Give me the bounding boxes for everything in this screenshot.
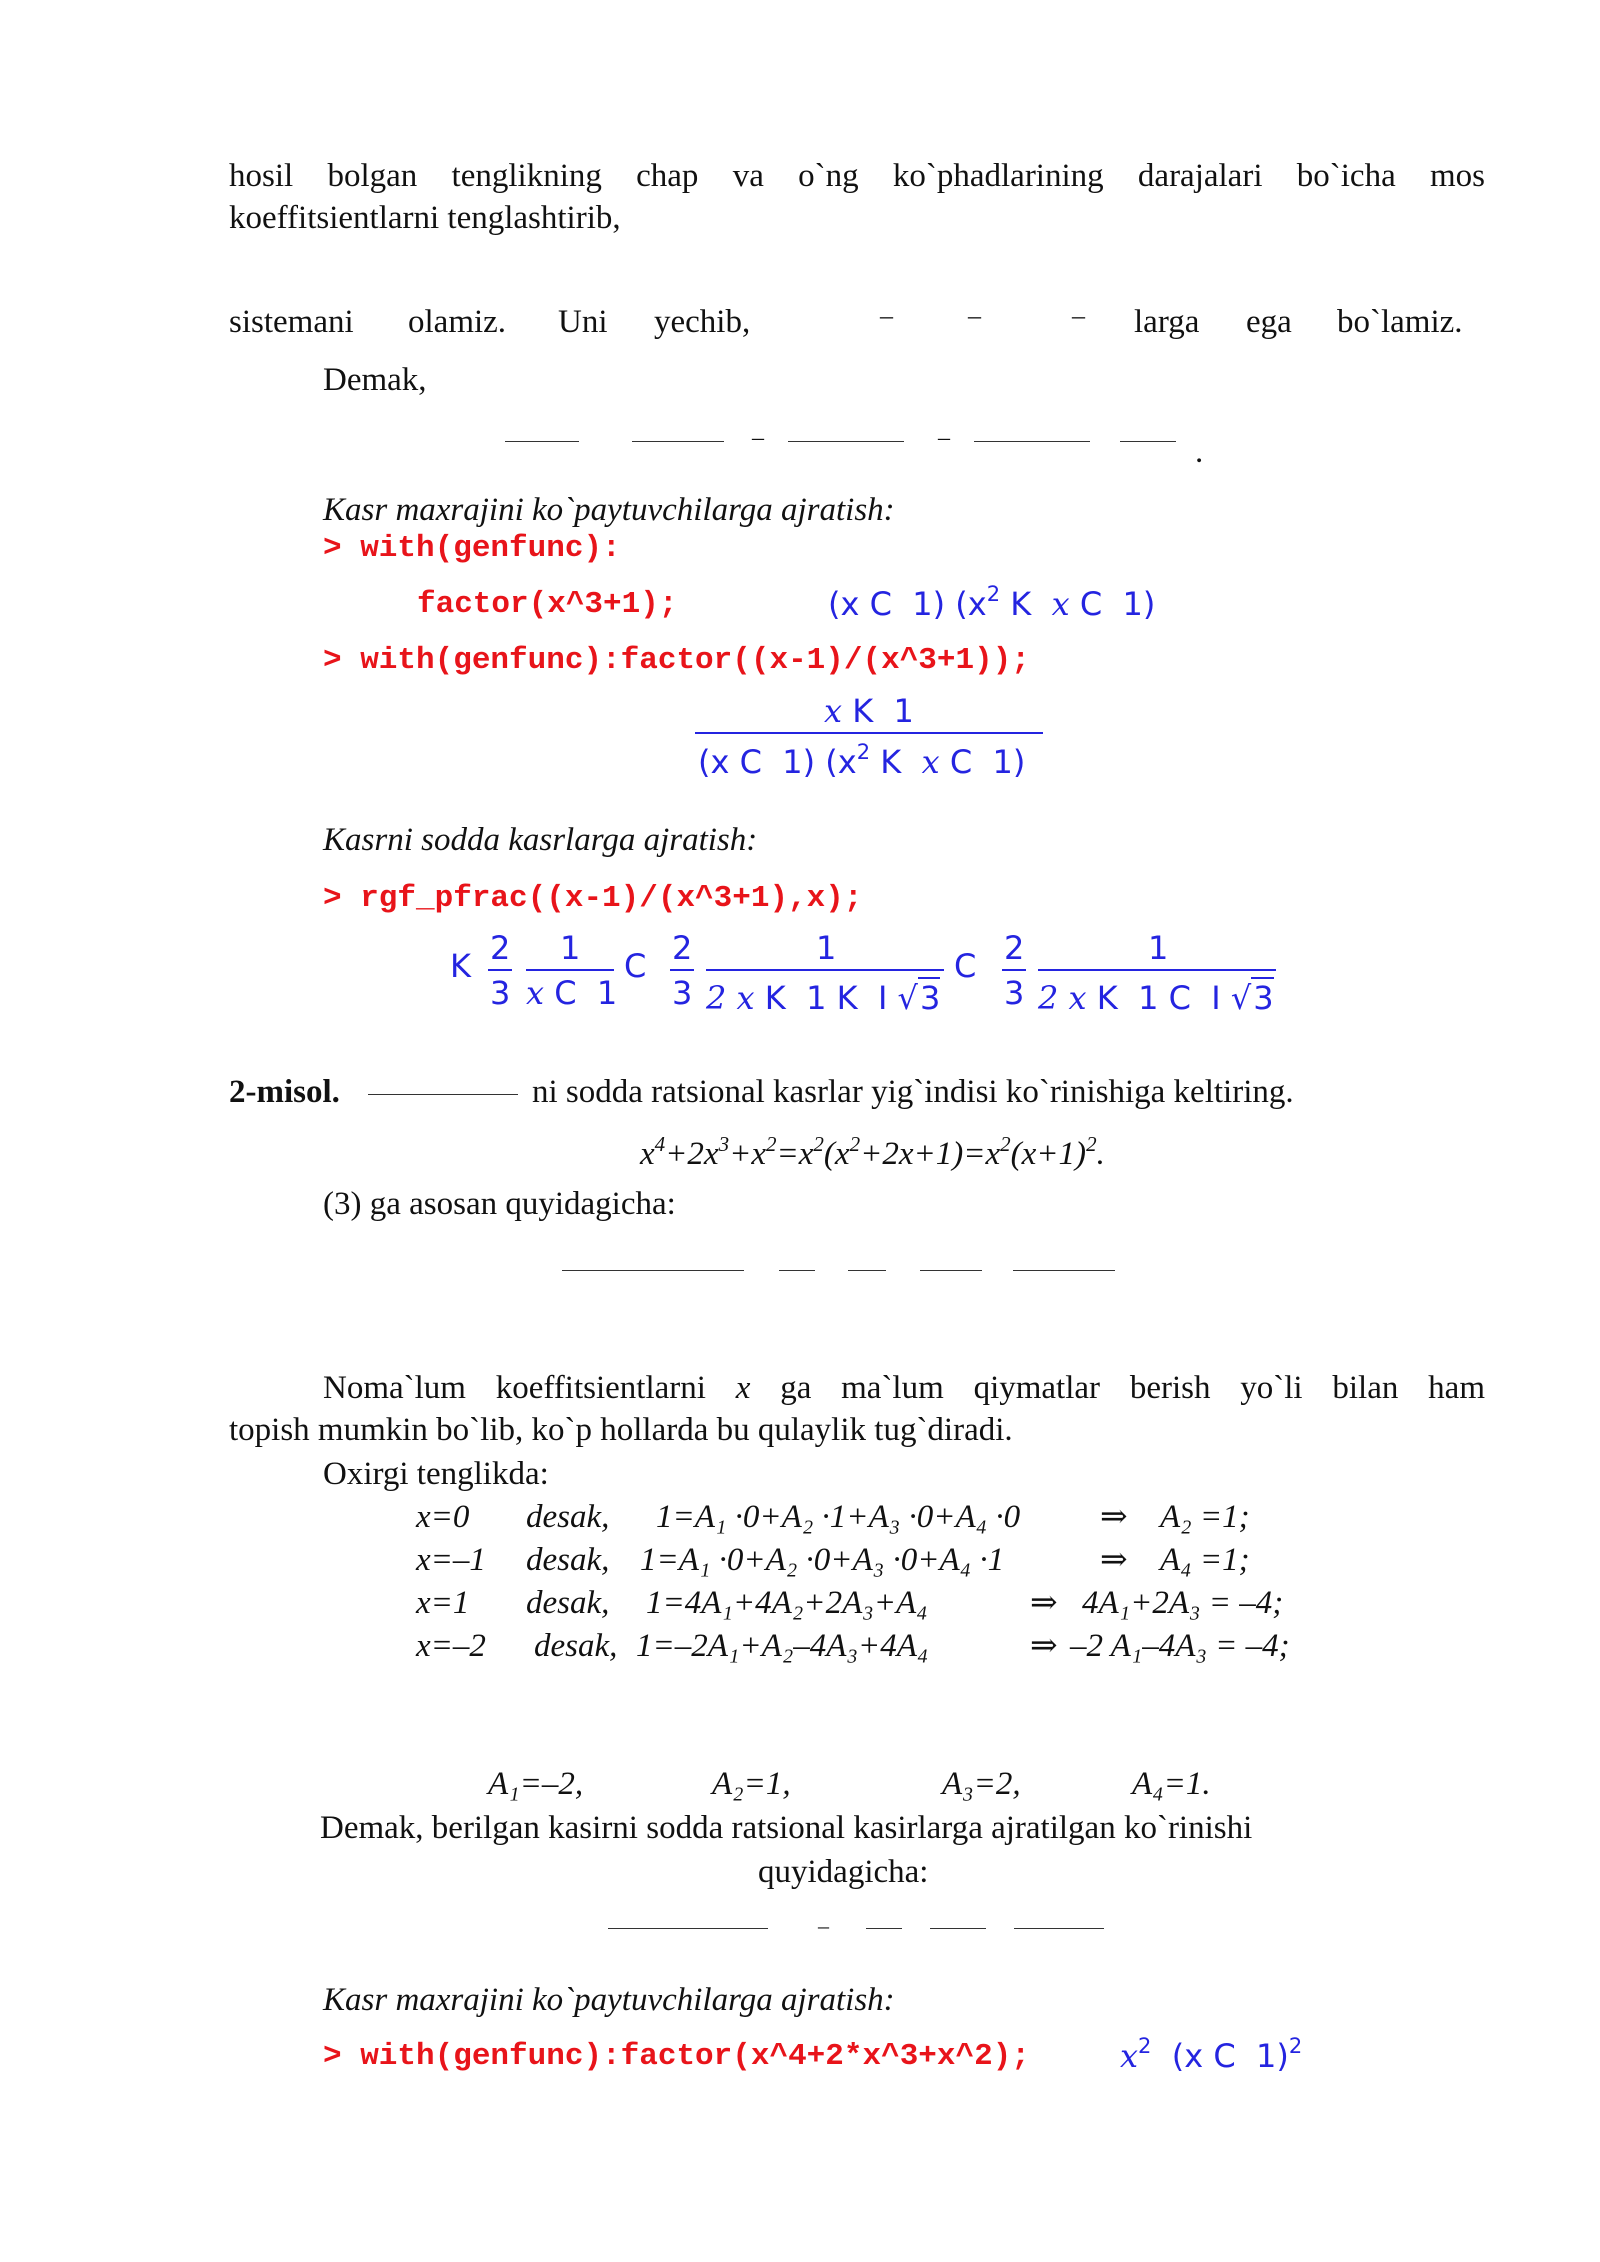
- row-desak: desak,: [526, 1499, 610, 1535]
- paragraph-word: yechib,: [654, 304, 751, 340]
- implies-icon: ⇒: [1030, 1585, 1058, 1621]
- fraction-numerator: 1: [1148, 929, 1169, 967]
- solution-a4: A₄=1.: [1132, 1766, 1211, 1802]
- fraction-bar: [779, 1270, 815, 1271]
- paragraph-text: hosil bolgan tenglikning chap va o`ng ko`phadlarining darajalari bo`icha mos: [229, 158, 1485, 194]
- example-label: 2-misol.: [229, 1074, 340, 1110]
- paragraph-line: Noma`lum koeffitsientlarni x ga ma`lum qiymatlar berish yo`li bilan ham: [323, 1370, 1485, 1406]
- row-x-value: x=1: [416, 1585, 470, 1621]
- fraction-bar: [848, 1270, 886, 1271]
- coef-denominator: 3: [490, 974, 511, 1012]
- fraction-bar: [1014, 1928, 1104, 1929]
- output-sign: C: [954, 947, 977, 985]
- row-equation: 1=–2A₁+A₂–4A₃+4A₄: [636, 1628, 929, 1664]
- output-sign: C: [624, 947, 647, 985]
- section-heading: Kasr maxrajini ko`paytuvchilarga ajratish:: [323, 492, 895, 528]
- paragraph-line: topish mumkin bo`lib, ko`p hollarda bu qulaylik tug`diradi.: [229, 1412, 1013, 1448]
- row-desak: desak,: [534, 1628, 618, 1664]
- fraction-bar: [1013, 1270, 1115, 1271]
- fraction-bar: [920, 1270, 982, 1271]
- fraction-bar: [866, 1928, 902, 1929]
- row-desak: desak,: [526, 1542, 610, 1578]
- coef-numerator: 2: [490, 929, 511, 967]
- fraction-denominator: 2 x K 1 C I √3: [1038, 979, 1274, 1017]
- fraction-bar: [788, 441, 904, 442]
- fraction-bar: [974, 441, 1090, 442]
- fraction-bar: [505, 441, 579, 442]
- paragraph-word: olamiz.: [408, 304, 507, 340]
- implies-icon: ⇒: [1030, 1628, 1058, 1664]
- paragraph-word: sistemani: [229, 304, 354, 340]
- maple-command: > with(genfunc):factor(x^4+2*x^3+x^2);: [323, 2039, 1030, 2074]
- fraction-bar: [1002, 969, 1026, 971]
- fraction-bar: [695, 732, 1043, 734]
- output-sign: K: [450, 947, 471, 985]
- fraction-bar: [368, 1094, 518, 1095]
- row-equation: 1=4A₁+4A₂+2A₃+A₄: [646, 1585, 928, 1621]
- coef-numerator: 2: [1004, 929, 1025, 967]
- minus-sign: –: [818, 1913, 829, 1938]
- fraction-bar: [526, 969, 614, 971]
- implies-icon: ⇒: [1100, 1499, 1128, 1535]
- maple-command: > with(genfunc):factor((x-1)/(x^3+1));: [323, 643, 1030, 678]
- paragraph-line: [229, 156, 1485, 196]
- factorization-equation: $x^4+2x^3+x^2=x^2(x^2+2x+1)=x^2(x+1)^2$.: [640, 1132, 1105, 1172]
- coef-numerator: 2: [672, 929, 693, 967]
- minus-sign: –: [938, 425, 950, 451]
- row-result: –2 A₁–4A₃ = –4;: [1070, 1628, 1290, 1664]
- maple-command: factor(x^3+1);: [417, 587, 678, 622]
- paragraph-line: quyidagicha:: [758, 1854, 929, 1890]
- minus-sign: –: [1072, 301, 1085, 330]
- solution-a3: A₃=2,: [942, 1766, 1021, 1802]
- solution-a1: A₁=–2,: [488, 1766, 584, 1802]
- maple-command: > rgf_pfrac((x-1)/(x^3+1),x);: [323, 881, 863, 916]
- fraction-denominator: x C 1: [526, 974, 618, 1012]
- maple-command: > with(genfunc):: [323, 531, 621, 566]
- section-heading: Kasr maxrajini ko`paytuvchilarga ajratish:: [323, 1982, 895, 2018]
- fraction-numerator: 1: [560, 929, 581, 967]
- fraction-bar: [562, 1270, 744, 1271]
- paragraph-word: Demak,: [323, 362, 427, 398]
- row-result: 4A₁+2A₃ = –4;: [1082, 1585, 1284, 1621]
- row-x-value: x=–1: [416, 1542, 486, 1578]
- paragraph-line: Oxirgi tenglikda:: [323, 1456, 549, 1492]
- fraction-bar: [1038, 969, 1276, 971]
- row-result: A₂ =1;: [1160, 1499, 1250, 1535]
- minus-sign: –: [968, 301, 981, 330]
- minus-sign: –: [880, 301, 893, 330]
- fraction-bar: [1120, 441, 1176, 442]
- paragraph-word: bo`lamiz.: [1337, 304, 1463, 340]
- row-desak: desak,: [526, 1585, 610, 1621]
- maple-output: (x C 1) ($x^2$ K x C 1): [828, 582, 1156, 623]
- paragraph-word: larga: [1134, 304, 1200, 340]
- row-x-value: x=0: [416, 1499, 470, 1535]
- paragraph-word: Uni: [558, 304, 608, 340]
- fraction-denominator: 2 x K 1 K I √3: [706, 979, 941, 1017]
- fraction-bar: [488, 969, 512, 971]
- fraction-denominator: (x C 1) ($x^2$ K x C 1): [698, 740, 1026, 781]
- minus-sign: –: [752, 425, 764, 451]
- fraction-numerator: x K 1: [824, 692, 914, 730]
- paragraph-line: koeffitsientlarni tenglashtirib,: [229, 200, 621, 236]
- fraction-numerator: 1: [816, 929, 837, 967]
- implies-icon: ⇒: [1100, 1542, 1128, 1578]
- example-text: ni sodda ratsional kasrlar yig`indisi ko`rinishiga keltiring.: [532, 1074, 1294, 1110]
- row-result: A₄ =1;: [1160, 1542, 1250, 1578]
- sqrt-symbol: √: [897, 979, 918, 1017]
- fraction-bar: [632, 441, 724, 442]
- paragraph-line: Demak, berilgan kasirni sodda ratsional kasirlarga ajratilgan ko`rinishi: [320, 1810, 1253, 1846]
- fraction-bar: [930, 1928, 986, 1929]
- solution-a2: A₂=1,: [712, 1766, 791, 1802]
- fraction-bar: [670, 969, 694, 971]
- section-heading: Kasrni sodda kasrlarga ajratish:: [323, 822, 758, 858]
- maple-output: $x^2$ (x C 1)$^2$: [1120, 2034, 1303, 2075]
- paragraph-word: ega: [1246, 304, 1292, 340]
- sqrt-symbol: √: [1230, 979, 1252, 1017]
- fraction-bar: [608, 1928, 768, 1929]
- paragraph-line: (3) ga asosan quyidagicha:: [323, 1186, 676, 1222]
- coef-denominator: 3: [1004, 974, 1025, 1012]
- row-equation: 1=A₁ ·0+A₂ ·0+A₃ ·0+A₄ ·1: [640, 1542, 1005, 1578]
- row-x-value: x=–2: [416, 1628, 486, 1664]
- row-equation: 1=A₁ ·0+A₂ ·1+A₃ ·0+A₄ ·0: [656, 1499, 1021, 1535]
- coef-denominator: 3: [672, 974, 693, 1012]
- fraction-bar: [706, 969, 944, 971]
- period: .: [1195, 434, 1204, 470]
